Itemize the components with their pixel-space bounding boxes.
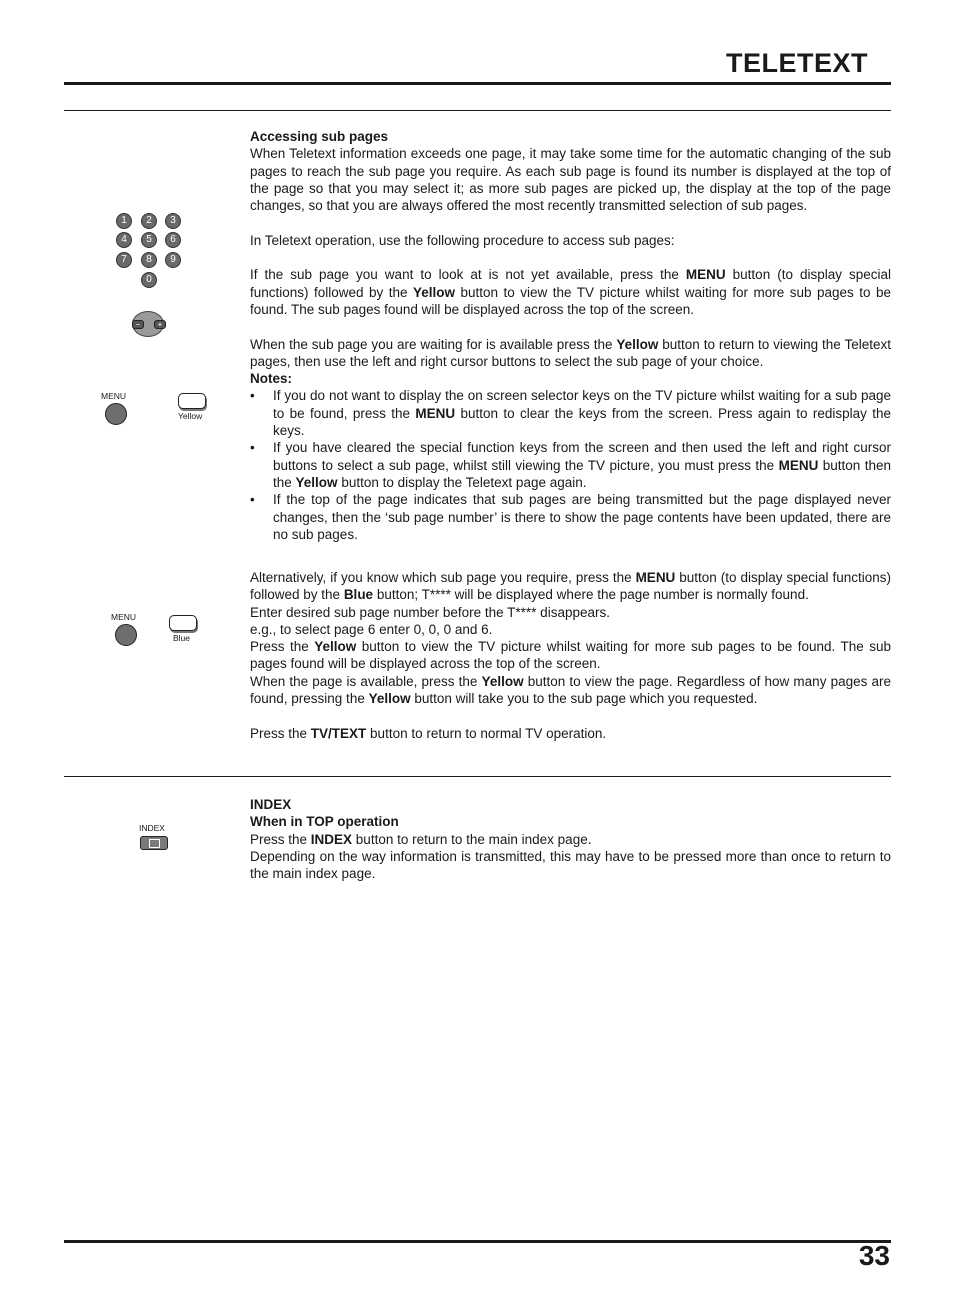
- notes-list: [250, 387, 891, 543]
- sub-pages-procedure: In Teletext operation, use the following procedure to access sub pages:: [250, 232, 675, 248]
- example-paragraph: e.g., to select page 6 enter 0, 0, 0 and 6.: [250, 621, 493, 637]
- cursor-right-icon: +: [154, 320, 166, 329]
- cursor-left-right-icon: [132, 311, 164, 337]
- page-number: 33: [858, 1240, 890, 1271]
- menu-label: MENU: [101, 391, 127, 401]
- cursor-left-icon: −: [132, 320, 144, 329]
- sub-pages-section: [250, 128, 891, 543]
- yellow-label: Yellow: [178, 411, 203, 421]
- key-4-icon: 4: [116, 232, 132, 248]
- section-divider-top: [64, 110, 891, 111]
- yellow-button-icon: [178, 393, 206, 409]
- footer-rule: [64, 1240, 891, 1243]
- note-item-1: • If you do not want to display the on screen selector keys on the TV picture whilst waiting for a sub page to be found, press the MENU button to clear the keys from the screen. Press again to redisplay the keys.: [250, 387, 891, 439]
- key-3-icon: 3: [165, 213, 181, 229]
- index-heading: INDEX: [250, 797, 292, 812]
- note-item-3: • If the top of the page indicates that sub pages are being transmitted but the page displayed never changes, then the ‘sub page number’ is there to show the page contents have been updated, there are no sub pages.: [250, 491, 891, 543]
- key-5-icon: 5: [141, 232, 157, 248]
- enter-paragraph: Enter desired sub page number before the T**** disappears.: [250, 604, 610, 620]
- blue-button-icon: [169, 615, 197, 631]
- blue-label: Blue: [173, 633, 191, 643]
- menu-label-2: MENU: [111, 612, 137, 622]
- index-button-icon: [140, 836, 168, 850]
- key-1-icon: 1: [116, 213, 132, 229]
- index-paragraph-1: Press the INDEX button to return to the main index page.: [250, 831, 592, 847]
- key-6-icon: 6: [165, 232, 181, 248]
- note-item-2: • If you have cleared the special function keys from the screen and then used the left and right cursor buttons to select a sub page, whilst still viewing the TV picture, you must press the MENU button then the Yellow button to display the Teletext page again.: [250, 439, 891, 491]
- index-paragraph-2: Depending on the way information is transmitted, this may have to be pressed more than once to return to the main index page.: [250, 848, 891, 882]
- sub-pages-step-1: If the sub page you want to look at is not yet available, press the MENU button (to display special functions) followed by the Yellow button to view the TV picture whilst waiting for more sub pages to be found. The sub pages found will be displayed across the top of the screen.: [250, 267, 891, 317]
- sub-pages-heading: Accessing sub pages: [250, 129, 389, 144]
- menu-button-icon-2: [115, 624, 137, 646]
- menu-button-icon: [105, 403, 127, 425]
- key-9-icon: 9: [165, 252, 181, 268]
- sub-pages-step-2: When the sub page you are waiting for is available press the Yellow button to return to viewing the Teletext pages, then use the left and right cursor buttons to select the sub page of your choice.: [250, 336, 891, 369]
- section-divider-index: [64, 776, 891, 777]
- key-8-icon: 8: [141, 252, 157, 268]
- key-0-icon: 0: [141, 272, 157, 288]
- return-paragraph: Press the TV/TEXT button to return to normal TV operation.: [250, 725, 607, 741]
- sub-pages-direct-section: [250, 569, 891, 742]
- sub-pages-intro: When Teletext information exceeds one page, it may take some time for the automatic changing of the sub pages to reach the sub page you require. As each sub page is found its number is displayed at the top of the page so that you may select it; as more sub pages are picked up, the display at the top of the page changes, so that you are always offered the most recently transmitted selection of sub pages.: [250, 146, 891, 214]
- index-label: INDEX: [139, 823, 165, 833]
- alt-paragraph: Alternatively, if you know which sub page you require, press the MENU button (to display special functions) followed by the Blue button; T**** will be displayed where the page number is normally found.: [250, 570, 891, 603]
- press-yellow-paragraph: Press the Yellow button to view the TV picture whilst waiting for more sub pages to be found. The sub pages found will be displayed across the top of the screen.: [250, 639, 891, 672]
- page-title: TELETEXT: [725, 48, 868, 78]
- key-7-icon: 7: [116, 252, 132, 268]
- header-rule: [64, 82, 891, 85]
- index-section: [250, 796, 891, 882]
- index-subheading: When in TOP operation: [250, 814, 399, 830]
- available-paragraph: When the page is available, press the Yellow button to view the page. Regardless of how many pages are found, pressing the Yellow button will take you to the sub page which you requested.: [250, 673, 891, 707]
- notes-heading: Notes:: [250, 371, 293, 387]
- numeric-keypad-icon: [110, 210, 190, 290]
- key-2-icon: 2: [141, 213, 157, 229]
